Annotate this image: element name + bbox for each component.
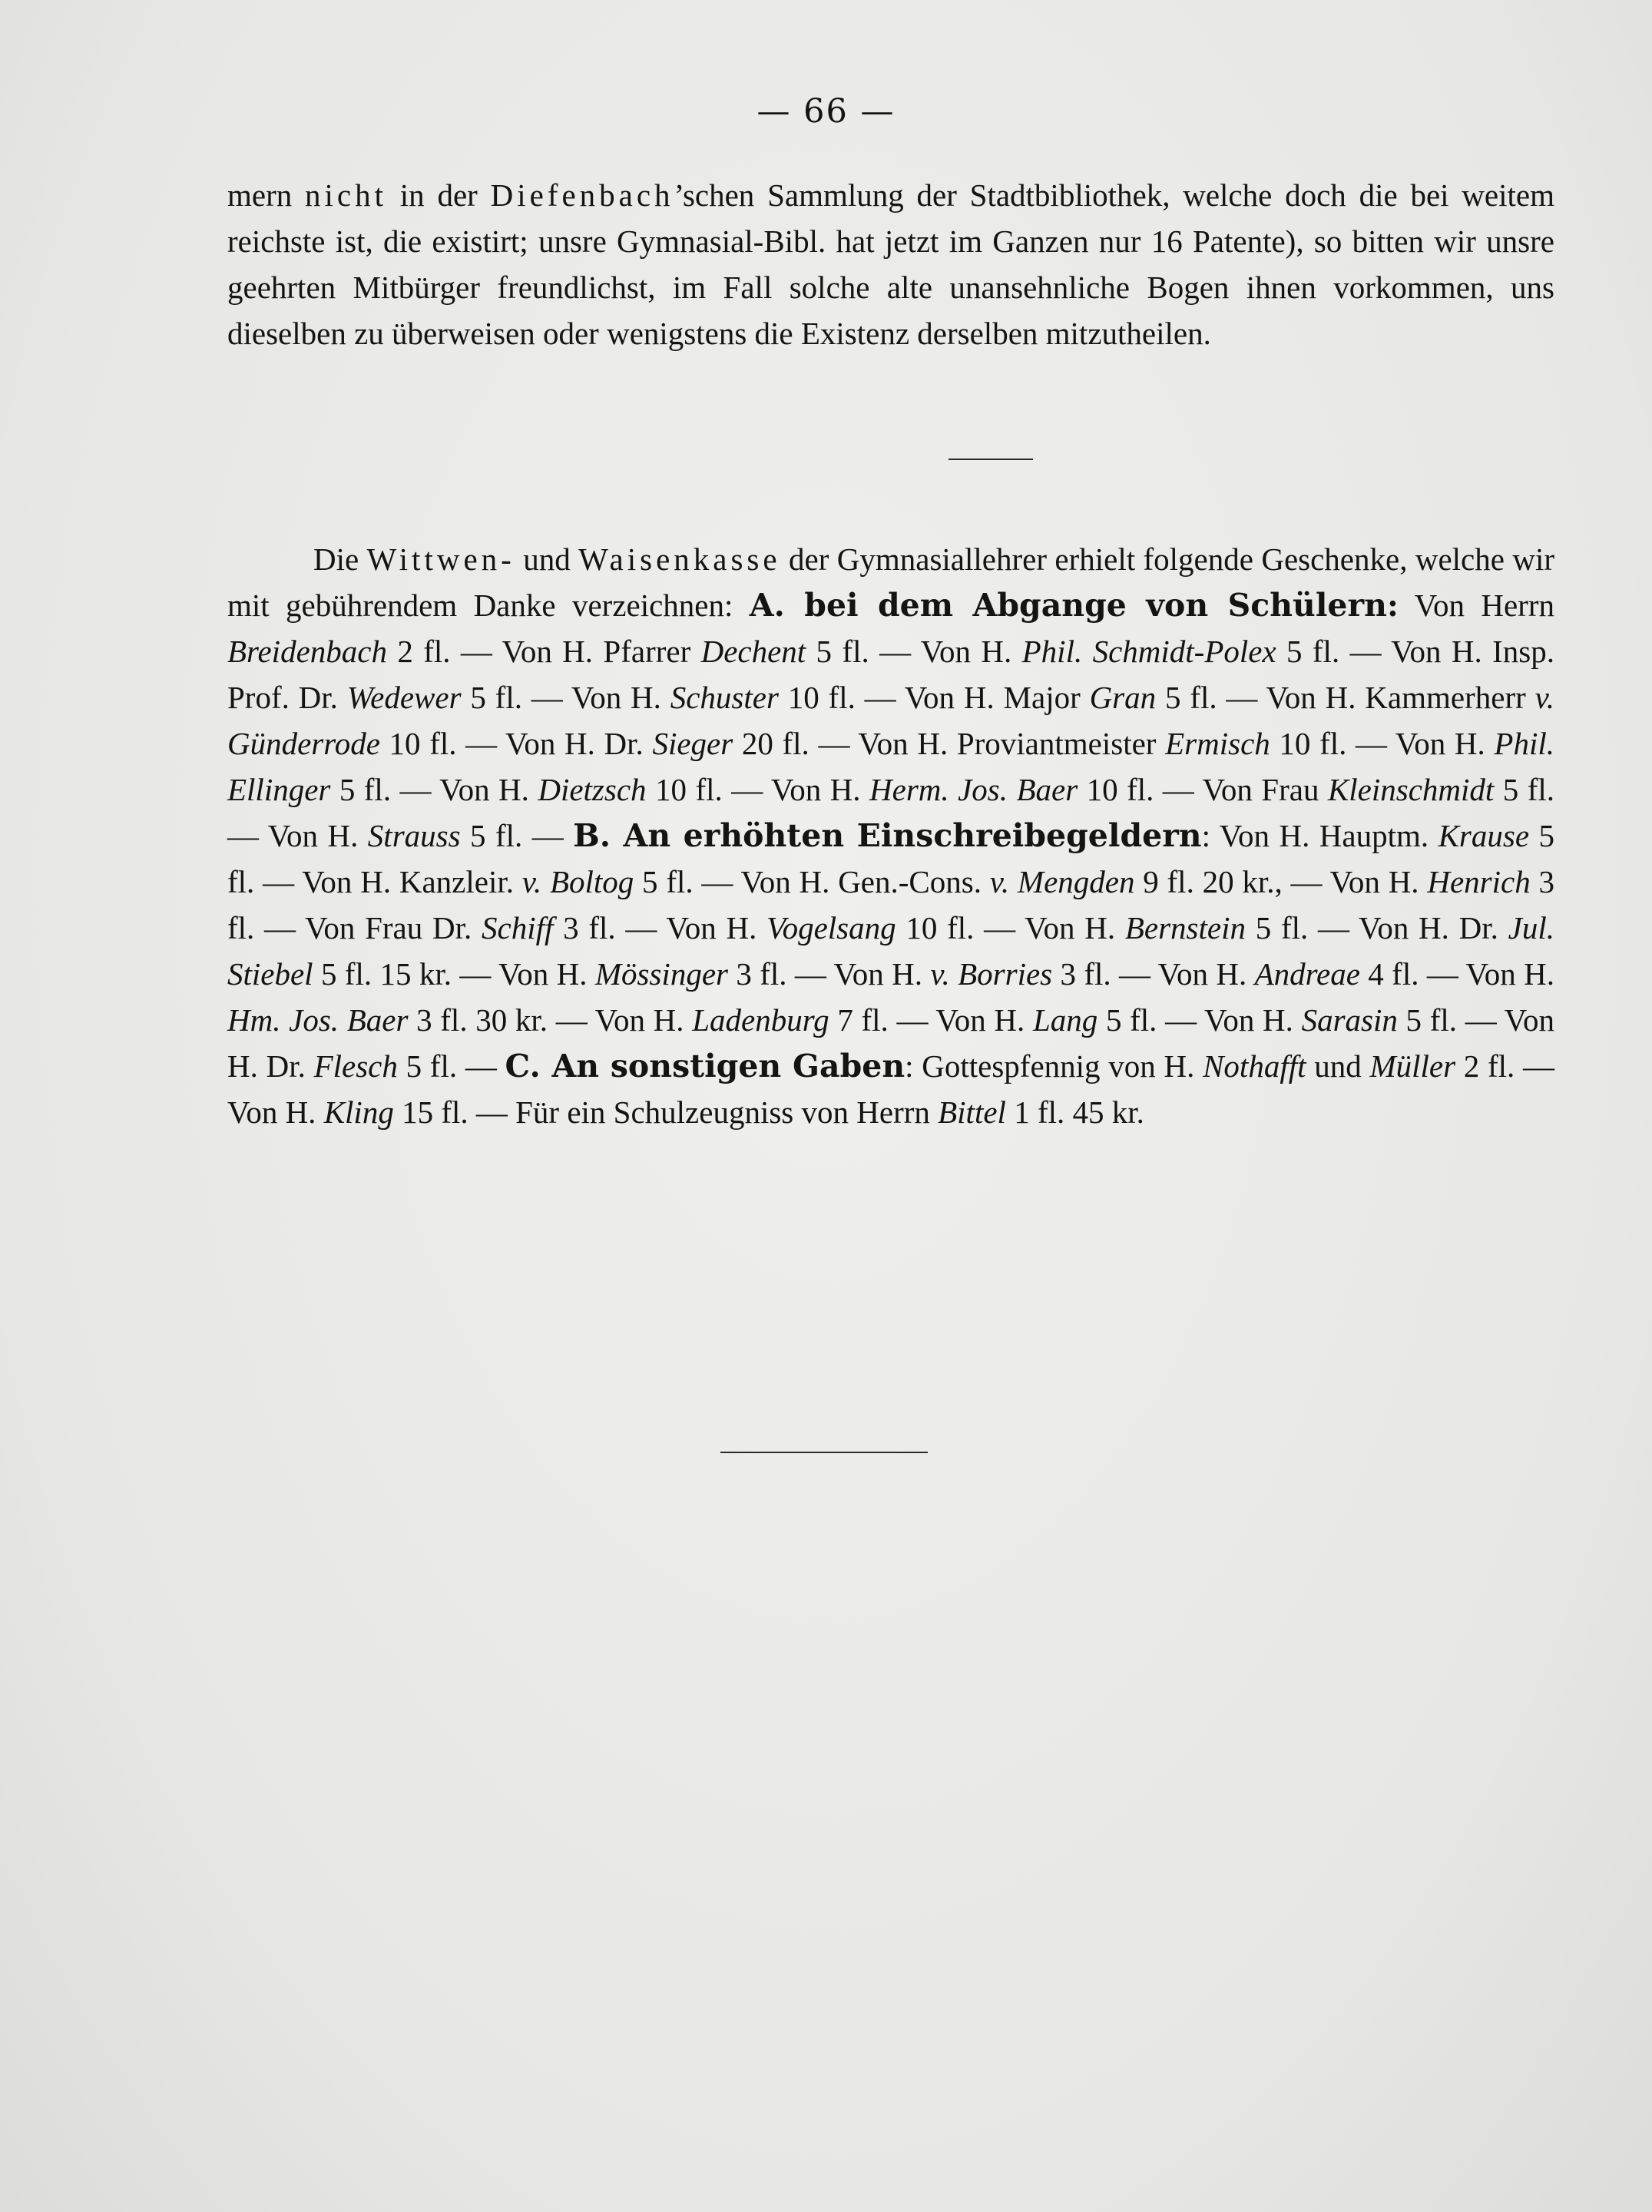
section-divider xyxy=(948,459,1033,460)
page-number: — 66 — xyxy=(756,92,896,131)
heading-c: C. An sonstigen Gaben xyxy=(505,1048,905,1084)
end-rule xyxy=(720,1452,928,1453)
heading-a: A. bei dem Abgange von Schülern: xyxy=(749,587,1399,624)
heading-b: B. An erhöhten Einschreibegeldern xyxy=(573,817,1202,854)
paragraph-diefenbach: mern nicht in der Diefenbach’schen Sammlung der Stadtbibliothek, welche doch die bei weitem reichste ist, die existirt; unsre Gymnasial-Bibl. hat jetzt im Ganzen nur 16 Patente), so bitten wir unsre geehrten Mitbürger freundlichst, im Fall solche alte unansehnliche Bogen ihnen vorkommen, uns dieselben zu überweisen oder wenigstens die Existenz derselben mitzutheilen. xyxy=(227,177,1554,351)
paragraph-wittwenkasse: Die Wittwen- und Waisenkasse der Gymnasiallehrer erhielt folgende Geschenke, welche wir mit gebührendem Danke verzeichnen: A. bei dem Abgange von Schülern: Von Herrn Breidenbach 2 fl. — Von H. Pfarrer Dechent 5 fl. — Von H. Phil. Schmidt-Polex 5 fl. — Von H. Insp. Prof. Dr. Wedewer 5 fl. — Von H. Schuster 10 fl. — Von H. Major Gran 5 fl. — Von H. Kammerherr v. Günderrode 10 fl. — Von H. Dr. Sieger 20 fl. — Von H. Proviantmeister Ermisch 10 fl. — Von H. Phil. Ellinger 5 fl. — Von H. Dietzsch 10 fl. — Von H. Herm. Jos. Baer 10 fl. — Von Frau Kleinschmidt 5 fl. — Von H. Strauss 5 fl. — B. An erhöhten Einschreibegeldern: Von H. Hauptm. Krause 5 fl. — Von H. Kanzleir. v. Boltog 5 fl. — Von H. Gen.-Cons. v. Mengden 9 fl. 20 kr., — Von H. Henrich 3 fl. — Von Frau Dr. Schiff 3 fl. — Von H. Vogelsang 10 fl. — Von H. Bernstein 5 fl. — Von H. Dr. Jul. Stiebel 5 fl. 15 kr. — Von H. Mössinger 3 fl. — Von H. v. Borries 3 fl. — Von H. Andreae 4 fl. — Von H. Hm. Jos. Baer 3 fl. 30 kr. — Von H. Ladenburg 7 fl. — Von H. Lang 5 fl. — Von H. Sarasin 5 fl. — Von H. Dr. Flesch 5 fl. — C. An sonstigen Gaben: Gottespfennig von H. Nothafft und Müller 2 fl. — Von H. Kling 15 fl. — Für ein Schulzeugniss von Herrn Bittel 1 fl. 45 kr. xyxy=(227,541,1555,1130)
